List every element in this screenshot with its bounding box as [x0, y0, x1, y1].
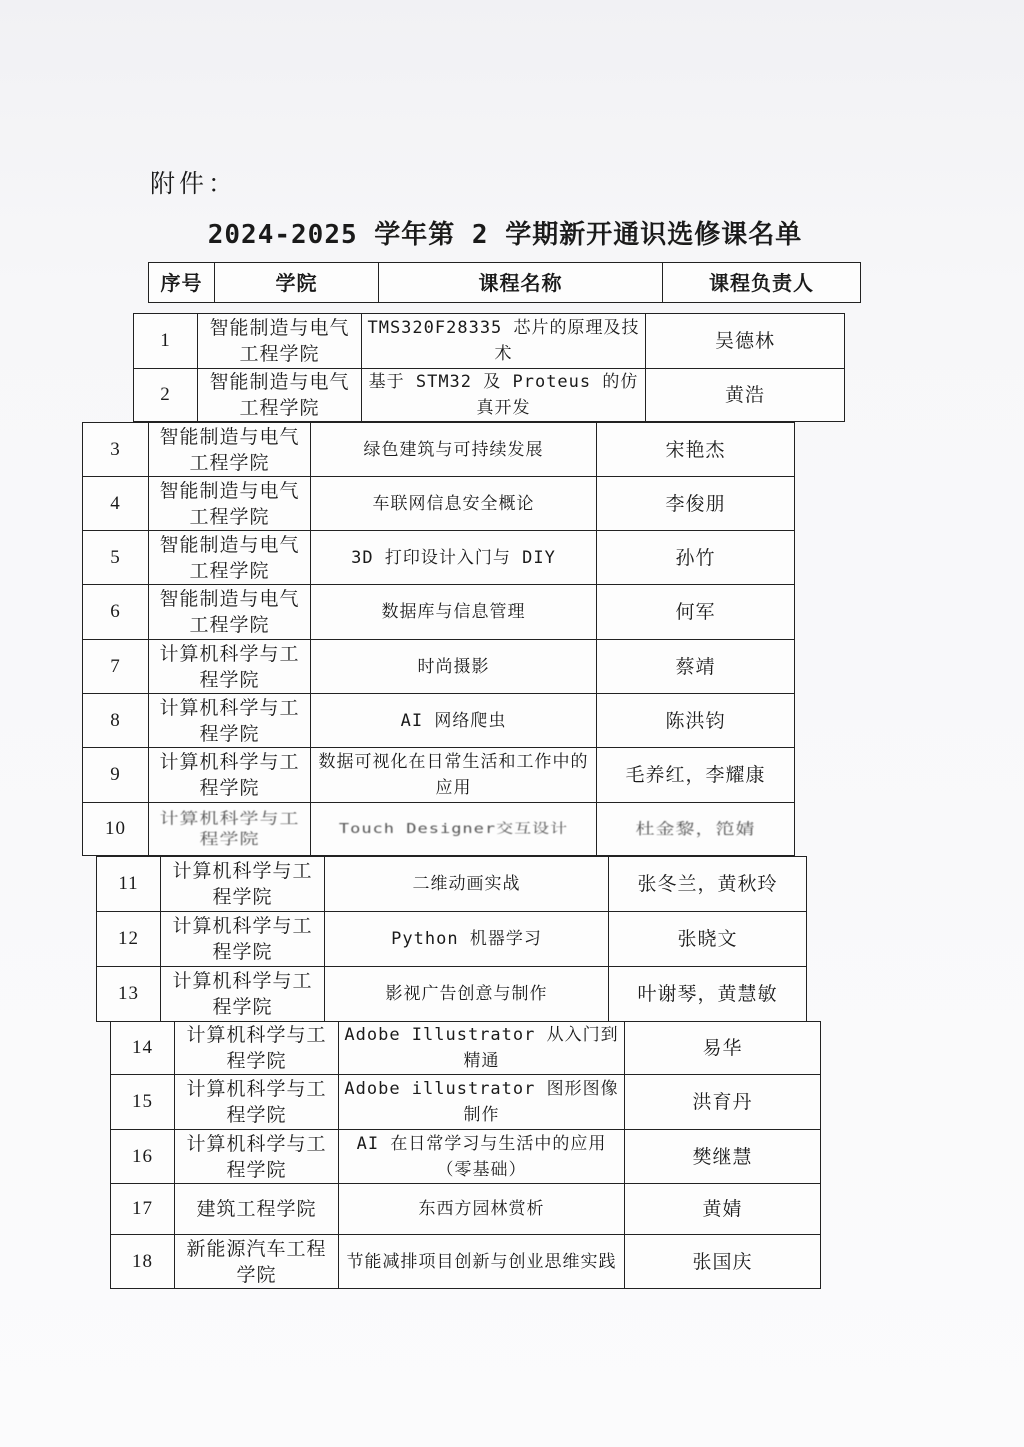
table-segment-3: [96, 856, 807, 1022]
row-course: 数据库与信息管理: [311, 585, 597, 640]
row-course: 数据可视化在日常生活和工作中的应用: [311, 748, 597, 803]
header-college: 学院: [215, 263, 379, 303]
table-row: [134, 314, 845, 369]
table-row: [83, 585, 795, 640]
row-course: Adobe illustrator 图形图像制作: [339, 1075, 625, 1130]
row-teacher: 黄婧: [625, 1184, 821, 1235]
header-no: 序号: [149, 263, 215, 303]
row-no: 11: [97, 857, 161, 912]
row-teacher: 孙竹: [597, 531, 795, 585]
row-college: 智能制造与电气工程学院: [149, 423, 311, 477]
row-no: 8: [83, 694, 149, 748]
table-row: [83, 423, 795, 477]
row-college: 智能制造与电气工程学院: [149, 477, 311, 531]
row-college: 计算机科学与工程学院: [161, 857, 325, 912]
row-college: 智能制造与电气工程学院: [149, 585, 311, 640]
row-college: 计算机科学与工程学院: [175, 1130, 339, 1184]
row-no: 16: [111, 1130, 175, 1184]
row-teacher: 宋艳杰: [597, 423, 795, 477]
row-no: 14: [111, 1022, 175, 1075]
row-no: 7: [83, 640, 149, 694]
row-course: 节能减排项目创新与创业思维实践: [339, 1235, 625, 1289]
row-college: 计算机科学与工程学院: [175, 1075, 339, 1130]
row-college: 计算机科学与工程学院: [149, 803, 311, 856]
row-teacher: 杜金黎，笵婧: [597, 803, 795, 856]
row-no: 10: [83, 803, 149, 856]
row-course: 车联网信息安全概论: [311, 477, 597, 531]
row-no: 15: [111, 1075, 175, 1130]
row-college: 计算机科学与工程学院: [161, 967, 325, 1022]
row-teacher: 洪育丹: [625, 1075, 821, 1130]
row-no: 6: [83, 585, 149, 640]
row-college: 计算机科学与工程学院: [149, 748, 311, 803]
row-college: 计算机科学与工程学院: [161, 912, 325, 967]
row-teacher: 吴德林: [646, 314, 845, 369]
table-row: [111, 1235, 821, 1289]
row-course: Adobe Illustrator 从入门到精通: [339, 1022, 625, 1075]
row-course: AI 在日常学习与生活中的应用（零基础）: [339, 1130, 625, 1184]
header-course: 课程名称: [379, 263, 663, 303]
table-row: [83, 803, 795, 856]
row-teacher: 毛养红，李耀康: [597, 748, 795, 803]
row-course: TMS320F28335 芯片的原理及技术: [362, 314, 646, 369]
row-course: AI 网络爬虫: [311, 694, 597, 748]
row-college: 计算机科学与工程学院: [149, 694, 311, 748]
row-college: 计算机科学与工程学院: [175, 1022, 339, 1075]
row-no: 1: [134, 314, 198, 369]
row-no: 12: [97, 912, 161, 967]
row-no: 5: [83, 531, 149, 585]
row-teacher: 黄浩: [646, 369, 845, 422]
row-teacher: 易华: [625, 1022, 821, 1075]
table-row: [83, 640, 795, 694]
table-row: [83, 531, 795, 585]
table-row: [97, 967, 807, 1022]
table-segment-4: [110, 1021, 821, 1289]
attachment-label: 附件：: [150, 169, 238, 198]
table-header-segment: [148, 262, 861, 303]
table-row: [111, 1130, 821, 1184]
table-row: [111, 1184, 821, 1235]
row-no: 18: [111, 1235, 175, 1289]
table-header-row: [149, 263, 861, 303]
row-no: 17: [111, 1184, 175, 1235]
row-teacher: 张冬兰，黄秋玲: [609, 857, 807, 912]
row-teacher: 叶谢琴，黄慧敏: [609, 967, 807, 1022]
table-row: [83, 748, 795, 803]
row-teacher: 李俊朋: [597, 477, 795, 531]
document-title: 2024-2025 学年第 2 学期新开通识选修课名单: [207, 220, 803, 250]
table-row: [97, 912, 807, 967]
row-course: 时尚摄影: [311, 640, 597, 694]
table-row: [97, 857, 807, 912]
row-course: Touch Designer交互设计: [311, 803, 597, 856]
row-course: 基于 STM32 及 Proteus 的仿真开发: [362, 369, 646, 422]
table-row: [134, 369, 845, 422]
row-no: 3: [83, 423, 149, 477]
row-course: 二维动画实战: [325, 857, 609, 912]
table-row: [83, 694, 795, 748]
row-no: 4: [83, 477, 149, 531]
row-course: 3D 打印设计入门与 DIY: [311, 531, 597, 585]
table-segment-1: [133, 313, 845, 422]
row-college: 建筑工程学院: [175, 1184, 339, 1235]
table-row: [111, 1022, 821, 1075]
row-college: 智能制造与电气工程学院: [198, 314, 362, 369]
table-row: [111, 1075, 821, 1130]
row-college: 计算机科学与工程学院: [149, 640, 311, 694]
row-teacher: 张国庆: [625, 1235, 821, 1289]
row-course: Python 机器学习: [325, 912, 609, 967]
row-teacher: 陈洪钧: [597, 694, 795, 748]
row-college: 智能制造与电气工程学院: [198, 369, 362, 422]
row-course: 东西方园林赏析: [339, 1184, 625, 1235]
table-segment-2: [82, 422, 795, 856]
row-college: 智能制造与电气工程学院: [149, 531, 311, 585]
row-course: 影视广告创意与制作: [325, 967, 609, 1022]
row-no: 2: [134, 369, 198, 422]
row-teacher: 蔡靖: [597, 640, 795, 694]
row-no: 9: [83, 748, 149, 803]
table-row: [83, 477, 795, 531]
row-no: 13: [97, 967, 161, 1022]
row-college: 新能源汽车工程学院: [175, 1235, 339, 1289]
row-teacher: 樊继慧: [625, 1130, 821, 1184]
row-teacher: 何军: [597, 585, 795, 640]
header-teacher: 课程负责人: [663, 263, 861, 303]
row-teacher: 张晓文: [609, 912, 807, 967]
row-course: 绿色建筑与可持续发展: [311, 423, 597, 477]
